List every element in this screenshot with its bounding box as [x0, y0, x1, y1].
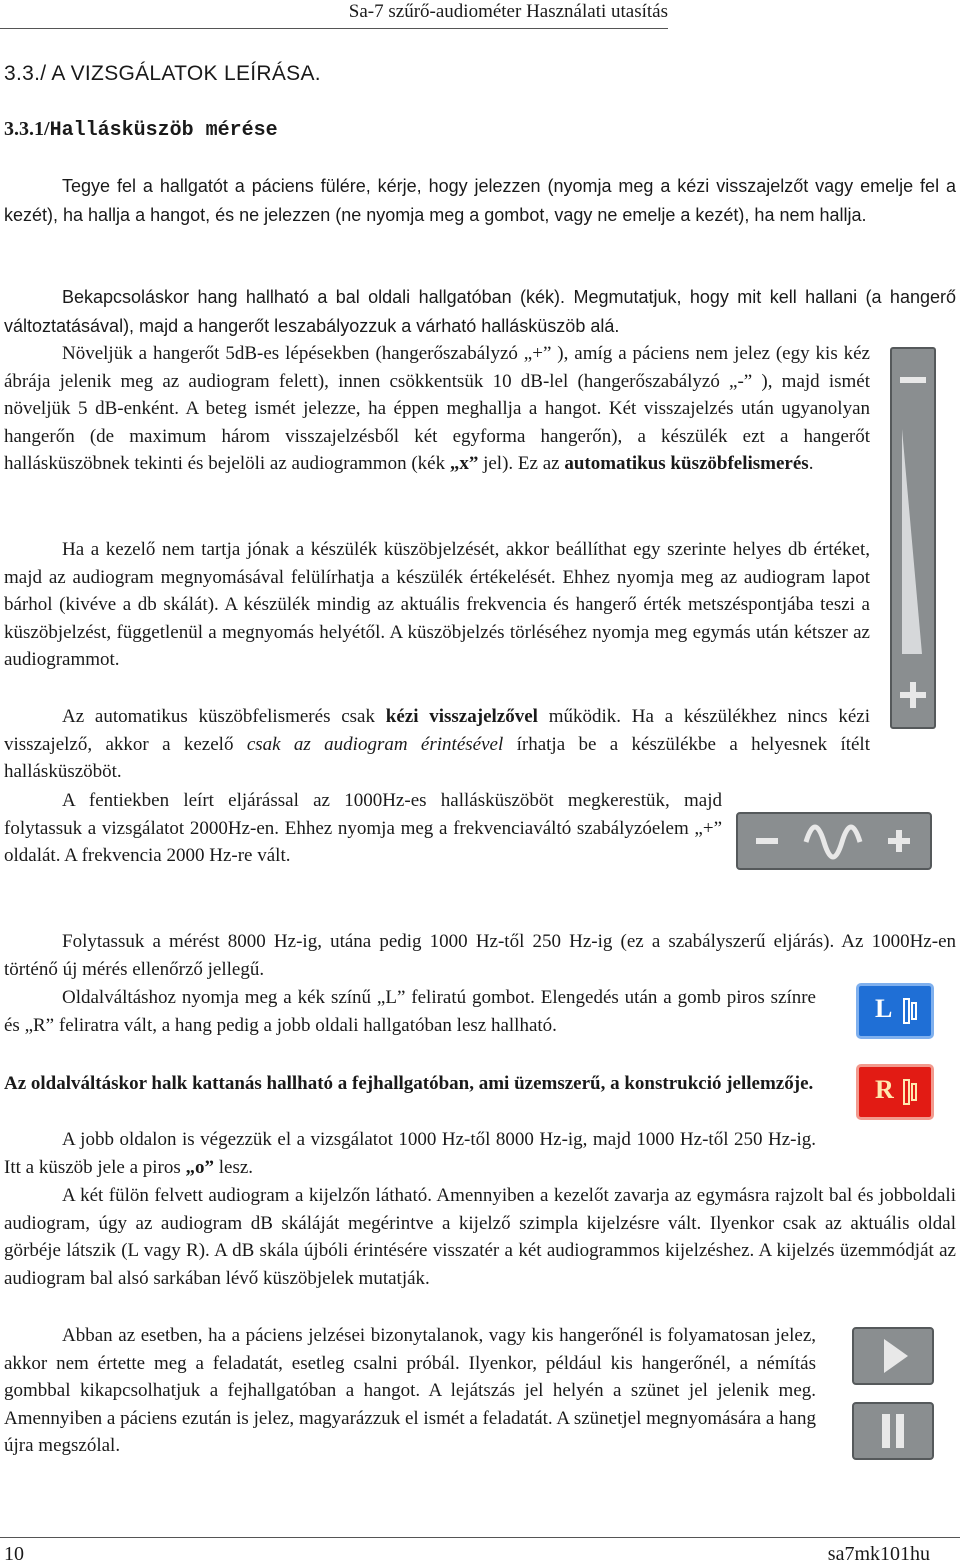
p10-text-a: A jobb oldalon is végezzük el a vizsgálatot 1000 Hz-től 8000 Hz-ig, majd 1000 Hz-től 250 Hz-ig. Itt a küszöb jele a piros — [4, 1129, 816, 1178]
volume-slider[interactable] — [890, 347, 936, 729]
footer-rule — [0, 1537, 960, 1538]
subsection-name: Hallásküszöb mérése — [49, 119, 278, 142]
p3-bold: automatikus küszöbfelismerés — [564, 453, 809, 474]
p10-o-mark: „o” — [185, 1156, 215, 1178]
footer-site: sa7mk101hu — [827, 1543, 930, 1565]
volume-ramp-icon — [902, 429, 922, 654]
p10-text-b: lesz. — [214, 1156, 254, 1178]
wave-icon — [806, 827, 860, 857]
right-button-label: R — [875, 1075, 894, 1104]
headphone-side-icon — [903, 1079, 919, 1105]
paragraph-8: Oldalváltáshoz nyomja meg a kék színű „L” feliratú gombot. Elengedés után a gomb piros színre és „R” feliratra vált, a hang pedig a jobb oldali hallgatóban lesz hallható. — [4, 987, 816, 1036]
paragraph-9: Az oldalváltáskor halk kattanás hallható a fejhallgatóban, ami üzemszerű, a konstrukció jellemzője. — [4, 1073, 814, 1094]
paragraph-3 — [4, 340, 870, 478]
subsection-title — [4, 118, 278, 142]
left-button-label: L — [875, 994, 893, 1023]
paragraph-5 — [4, 703, 870, 786]
frequency-changer[interactable] — [736, 812, 932, 870]
plus-icon-v — [910, 682, 916, 708]
p5-italic: csak az audiogram érintésével — [246, 733, 504, 755]
p3-text-a: Növeljük a hangerőt 5dB-es lépésekben (hangerőszabályzó „+” ), amíg a páciens nem jelez (egy kis kéz ábrája jelenik meg az audiogram felett), innen csökkentsük 10 dB-lel (hangerőszabályzó „-” ), majd ismét növeljük 5 dB-enként. A beteg ismét jelezze, ha éppen meghallja a hangot. Két visszajelzés után ugyanolyan hangerőn (de maximum három visszajelzésből két egyforma hangerőn), a készülék ezt a hangerőt hallásküszöbnek tekinti és bejelöli az audiogrammon (kék — [4, 343, 870, 474]
p5-text-c: írhatja be a készülékbe a helyesnek ítélt hallásküszöböt. — [4, 733, 870, 782]
p5-bold: kézi visszajelzővel — [385, 706, 538, 727]
volume-slider-graphic — [892, 349, 934, 727]
paragraph-2: Bekapcsoláskor hang hallható a bal oldali hallgatóban (kék). Megmutatjuk, hogy mit kell hallani (a hangerő változtatásával), majd a hangerőt leszabályozzuk a várható hallásküszöb alá. — [4, 287, 956, 336]
frequency-changer-graphic — [738, 814, 930, 868]
page-number: 10 — [4, 1543, 24, 1565]
paragraph-1: Tegye fel a hallgatót a páciens fülére, kérje, hogy jelezzen (nyomja meg a kézi visszajelzőt vagy emelje fel a kezét), ha hallja a hangot, és ne jelezzen (ne nyomja meg a gombot, vagy ne emelje a kezét), ha nem hallja. — [4, 176, 956, 225]
play-icon — [854, 1329, 932, 1383]
paragraph-10 — [4, 1126, 816, 1181]
p5-text-b: működik. Ha a készülékhez nincs kézi visszajelző, akkor a kezelő — [4, 706, 871, 755]
paragraph-12: Abban az esetben, ha a páciens jelzései bizonytalanok, vagy kis hangerőnél is folyamatosan jelez, akkor nem értette meg a feladatát, esetleg csalni próbál. Ilyenkor, például kis hangerőnél, a némítás gombbal kikapcsolhatjuk a fejhallgatóban a hangot. A lejátszás jel helyén a szünet jel jelenik meg. Amennyiben a páciens ezután is jelez, magyarázzuk el ismét a feladatát. A szünetjel megnyomására a hang újra megszólal. — [4, 1325, 816, 1456]
left-side-button[interactable] — [856, 983, 934, 1039]
paragraph-6: A fentiekben leírt eljárással az 1000Hz-es hallásküszöböt megkerestük, majd folytassuk a vizsgálatot 2000Hz-en. Ehhez nyomja meg a frekvenciaváltó szabályzóelem „+” oldalát. A frekvencia 2000 Hz-re vált. — [4, 790, 722, 866]
minus-icon — [756, 838, 778, 844]
pause-button[interactable] — [852, 1402, 934, 1460]
p3-text-b: jel). Ez az — [478, 453, 565, 474]
paragraph-4: Ha a kezelő nem tartja jónak a készülék küszöbjelzését, akkor beállíthat egy szerinte helyes db értéket, majd az audiogram megnyomásával felülírhatja a készülék értékelését. Ehhez nyomja meg az audiogram lapot bárhol (kivéve a db skálát). A készülék mindig az aktuális frekvencia és hangerő érték metszéspontjába teszi a küszöbjelzést, függetlenül a megnyomás helyétől. A küszöbjelzés törléséhez nyomja meg egymás után kétszer az audiogrammot. — [4, 539, 870, 670]
subsection-number: 3.3.1/ — [4, 118, 50, 140]
minus-icon — [900, 377, 926, 383]
p5-text-a: Az automatikus küszöbfelismerés csak — [62, 706, 386, 727]
section-title: 3.3./ A VIZSGÁLATOK LEÍRÁSA. — [4, 62, 321, 85]
play-button[interactable] — [852, 1327, 934, 1385]
pause-icon — [854, 1404, 932, 1458]
paragraph-11: A két fülön felvett audiogram a kijelzőn látható. Amennyiben a kezelőt zavarja az egymásra rajzolt bal és jobboldali audiogram, úgy az audiogram dB skáláját megérintve a kijelző szimpla kijelzésre vált. Ilyenkor csak az aktuális oldal görbéje látszik (L vagy R). A dB skála újbóli érintésére visszatér a két audiogrammos kijelzéshez. A kijelzés üzemmódját az audiogram bal alsó sarkában lévő küszöbjelek mutatják. — [4, 1185, 956, 1289]
plus-icon-v — [896, 830, 902, 852]
p3-text-c: . — [808, 453, 814, 474]
paragraph-7: Folytassuk a mérést 8000 Hz-ig, utána pedig 1000 Hz-től 250 Hz-ig (ez a szabályszerű eljárás). Az 1000Hz-en történő új mérés ellenőrző jellegű. — [4, 931, 956, 980]
right-side-button[interactable] — [856, 1064, 934, 1120]
headphone-side-icon — [903, 998, 919, 1024]
page-header: Sa-7 szűrő-audiométer Használati utasítás — [348, 1, 668, 22]
header-rule — [0, 28, 668, 29]
p3-x-mark: „x” — [449, 453, 479, 474]
